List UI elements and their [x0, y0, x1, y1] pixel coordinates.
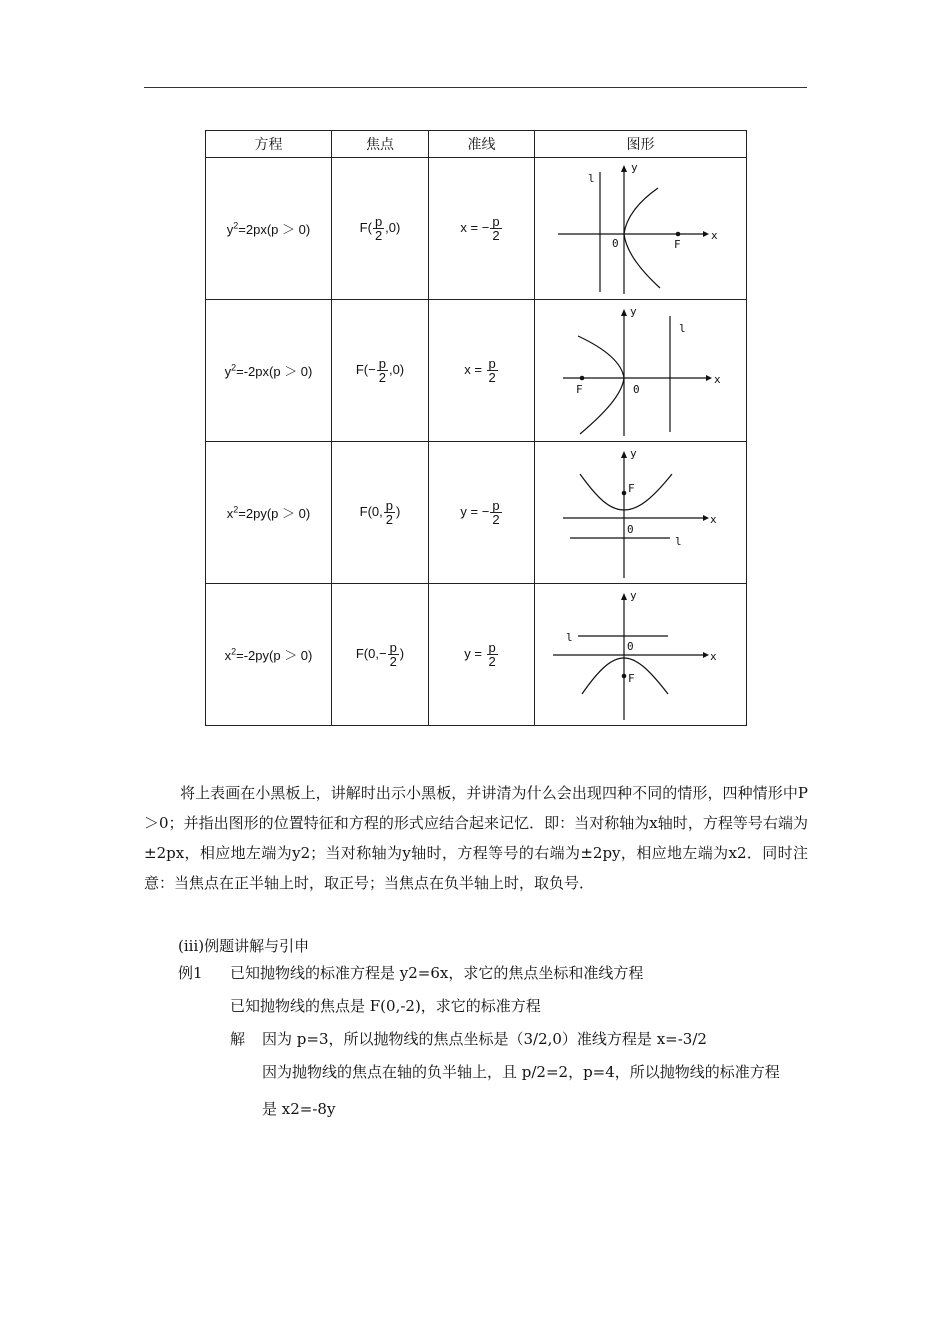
- svg-text:F: F: [576, 382, 583, 396]
- svg-text:x: x: [714, 372, 721, 386]
- equation-cell: $y^2=2px(p > 0)$: [206, 158, 332, 300]
- svg-text:y: y: [630, 588, 637, 602]
- svg-text:F: F: [674, 237, 681, 251]
- solution-line-2: 因为抛物线的焦点在轴的负半轴上，且 p/2=2，p=4，所以抛物线的标准方程: [262, 1063, 780, 1081]
- equation-cell: $y^2=-2px(p > 0)$: [206, 300, 332, 442]
- parabola-graph-left: [538, 302, 743, 440]
- graph-cell: [535, 158, 747, 300]
- svg-text:0: 0: [633, 382, 640, 396]
- focus-cell: F(0, $\frac{p}{2}$ ): [332, 442, 429, 584]
- focus-cell: F(− $\frac{p}{2}$ ,0): [332, 300, 429, 442]
- header-equation: 方程: [206, 131, 332, 158]
- svg-text:0: 0: [612, 236, 619, 250]
- table-row: [206, 300, 747, 442]
- svg-text:y: y: [630, 446, 637, 460]
- header-rule: [144, 87, 807, 88]
- example-label: 例1: [178, 964, 203, 982]
- parabola-graph-down: [538, 586, 743, 724]
- parabola-table: [205, 130, 747, 726]
- svg-text:0: 0: [627, 522, 634, 536]
- header-directrix: 准线: [429, 131, 535, 158]
- table-header-row: [206, 131, 747, 158]
- table-row: [206, 442, 747, 584]
- svg-text:l: l: [566, 630, 573, 644]
- svg-text:0: 0: [627, 639, 634, 653]
- explanation-paragraph: 将上表画在小黑板上，讲解时出示小黑板，并讲清为什么会出现四种不同的情形，四种情形中P＞0；并指出图形的位置特征和方程的形式应结合起来记忆．即：当对称轴为x轴时，方程等号右端为±2px，相应地左端为y2；当对称轴为y轴时，方程等号的右端为±2py，相应地左端为x2．同时注意：当焦点在正半轴上时，取正号；当焦点在负半轴上时，取负号．: [144, 784, 808, 892]
- directrix-cell: y = $\frac{p}{2}$: [429, 584, 535, 726]
- svg-text:l: l: [675, 534, 682, 548]
- svg-text:F: F: [628, 481, 635, 495]
- section-heading: (iii)例题讲解与引申: [178, 937, 310, 955]
- equation-cell: $x^2=2py(p > 0)$: [206, 442, 332, 584]
- svg-text:x: x: [710, 649, 717, 663]
- example-question-2: 已知抛物线的焦点是 F(0,-2)，求它的标准方程: [230, 997, 541, 1015]
- svg-text:l: l: [679, 321, 686, 335]
- parabola-graph-up: [538, 444, 743, 582]
- graph-cell: [535, 584, 747, 726]
- svg-text:x: x: [710, 512, 717, 526]
- focus-cell: F( $\frac{p}{2}$ ,0): [332, 158, 429, 300]
- header-focus: 焦点: [332, 131, 429, 158]
- parabola-graph-right: [538, 160, 743, 298]
- svg-text:y: y: [631, 160, 638, 174]
- directrix-cell: x = $\frac{p}{2}$: [429, 300, 535, 442]
- graph-cell: [535, 300, 747, 442]
- svg-text:y: y: [630, 304, 637, 318]
- directrix-cell: x = − $\frac{p}{2}$: [429, 158, 535, 300]
- focus-point: [676, 231, 681, 236]
- table-row: [206, 584, 747, 726]
- header-graph: 图形: [535, 131, 747, 158]
- focus-point: [622, 490, 627, 495]
- graph-cell: [535, 442, 747, 584]
- solution-line-1: 因为 p=3，所以抛物线的焦点坐标是（3/2,0）准线方程是 x=-3/2: [262, 1030, 707, 1048]
- svg-text:l: l: [588, 171, 595, 185]
- table-row: [206, 158, 747, 300]
- parabola-curve: [624, 188, 660, 288]
- focus-point: [580, 375, 585, 380]
- focus-point: [622, 673, 627, 678]
- svg-text:F: F: [628, 671, 635, 685]
- solution-line-3: 是 x2=-8y: [262, 1100, 336, 1118]
- solution-label: 解: [230, 1030, 246, 1048]
- directrix-cell: y = − $\frac{p}{2}$: [429, 442, 535, 584]
- example-question-1: 已知抛物线的标准方程是 y2=6x，求它的焦点坐标和准线方程: [230, 964, 644, 982]
- svg-text:x: x: [711, 228, 718, 242]
- parabola-curve: [578, 336, 624, 434]
- focus-cell: F(0,− $\frac{p}{2}$ ): [332, 584, 429, 726]
- equation-cell: $x^2=-2py(p > 0)$: [206, 584, 332, 726]
